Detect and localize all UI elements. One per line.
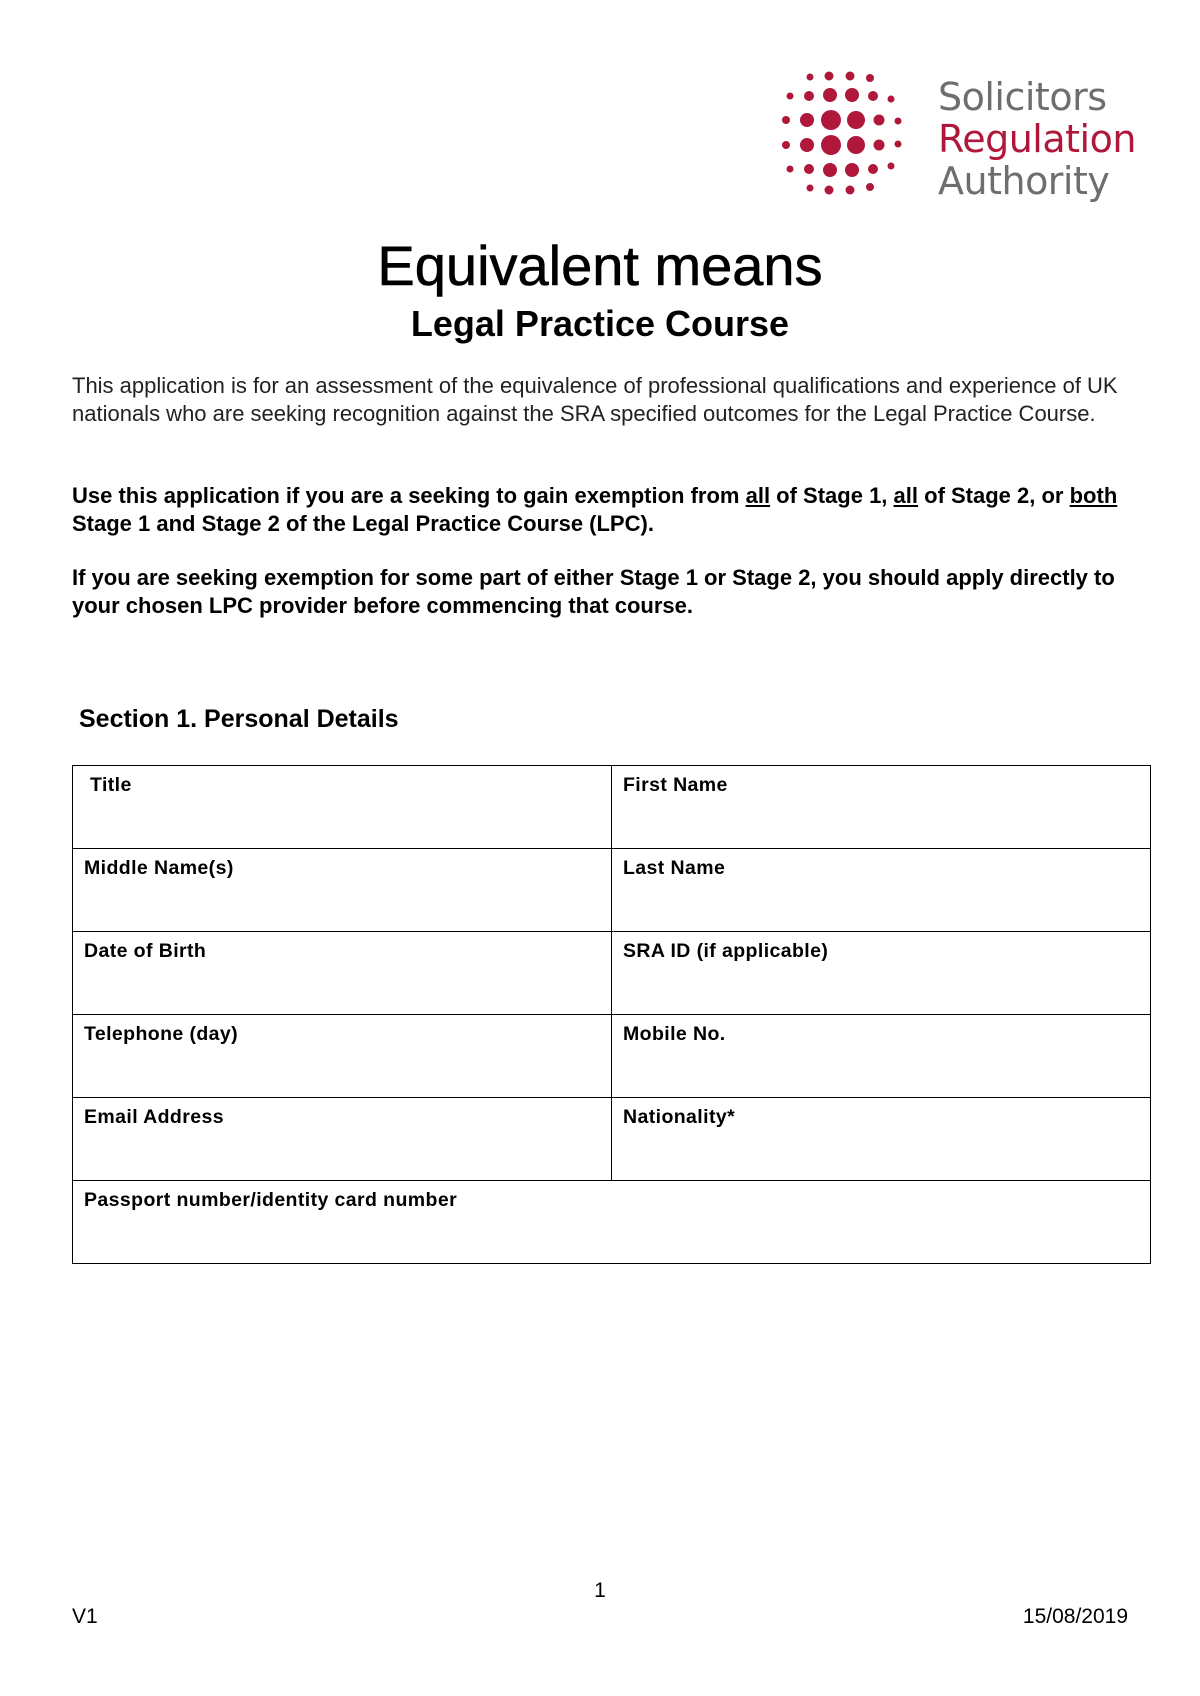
middle-names-label: Middle Name(s) <box>84 857 234 879</box>
logo-line-regulation: Regulation <box>938 117 1136 161</box>
table-row <box>73 849 1151 932</box>
table-row <box>73 932 1151 1015</box>
intro-paragraph: This application is for an assessment of the equivalence of professional qualifications and experience of UK nationals who are seeking recognition against the SRA specified outcomes for the Legal Practice Course. <box>72 373 1118 426</box>
sra-id-label: SRA ID (if applicable) <box>623 940 829 962</box>
telephone-label: Telephone (day) <box>84 1023 239 1045</box>
logo-line-authority: Authority <box>938 159 1110 203</box>
usage-text-3: of Stage 2, or <box>918 483 1070 508</box>
date-of-birth-field[interactable] <box>73 932 612 1015</box>
page-number: 1 <box>594 1579 606 1602</box>
version-label: V1 <box>72 1605 98 1628</box>
dot-matrix-logo-icon <box>778 70 918 210</box>
email-field[interactable] <box>73 1098 612 1181</box>
logo-wordmark <box>938 76 1136 202</box>
telephone-field[interactable] <box>73 1015 612 1098</box>
last-name-field[interactable] <box>612 849 1151 932</box>
section-1-heading: Section 1. Personal Details <box>79 705 399 733</box>
last-name-label: Last Name <box>623 857 726 879</box>
usage-text-2: of Stage 1, <box>770 483 894 508</box>
usage-underline-all-1: all <box>745 483 771 508</box>
personal-details-table <box>72 765 1151 1264</box>
table-row <box>73 766 1151 849</box>
table-row <box>73 1181 1151 1264</box>
partial-exemption-paragraph: If you are seeking exemption for some part of either Stage 1 or Stage 2, you should apply directly to your chosen LPC provider before commencing that course. <box>72 565 1115 618</box>
mobile-label: Mobile No. <box>623 1023 726 1045</box>
logo-line-solicitors: Solicitors <box>938 75 1107 119</box>
table-row <box>73 1098 1151 1181</box>
page-subtitle: Legal Practice Course <box>410 303 790 344</box>
first-name-label: First Name <box>623 774 728 796</box>
title-label: Title <box>90 774 132 796</box>
email-label: Email Address <box>84 1106 224 1128</box>
sra-id-field[interactable] <box>612 932 1151 1015</box>
date-of-birth-label: Date of Birth <box>84 940 207 962</box>
page-title: Equivalent means <box>377 234 823 297</box>
mobile-field[interactable] <box>612 1015 1151 1098</box>
sra-logo <box>778 70 1136 220</box>
passport-number-field[interactable] <box>73 1181 1151 1264</box>
nationality-field[interactable] <box>612 1098 1151 1181</box>
usage-text-1: Use this application if you are a seeking to gain exemption from <box>72 483 746 508</box>
usage-underline-all-2: all <box>893 483 919 508</box>
usage-text-4: Stage 1 and Stage 2 of the Legal Practice Course (LPC). <box>72 511 654 536</box>
title-field[interactable] <box>73 766 612 849</box>
first-name-field[interactable] <box>612 766 1151 849</box>
table-row <box>73 1015 1151 1098</box>
usage-underline-both: both <box>1069 483 1118 508</box>
nationality-label: Nationality* <box>623 1106 736 1128</box>
passport-number-label: Passport number/identity card number <box>84 1189 458 1211</box>
usage-paragraph <box>72 482 1132 538</box>
middle-names-field[interactable] <box>73 849 612 932</box>
document-date: 15/08/2019 <box>1022 1605 1128 1628</box>
